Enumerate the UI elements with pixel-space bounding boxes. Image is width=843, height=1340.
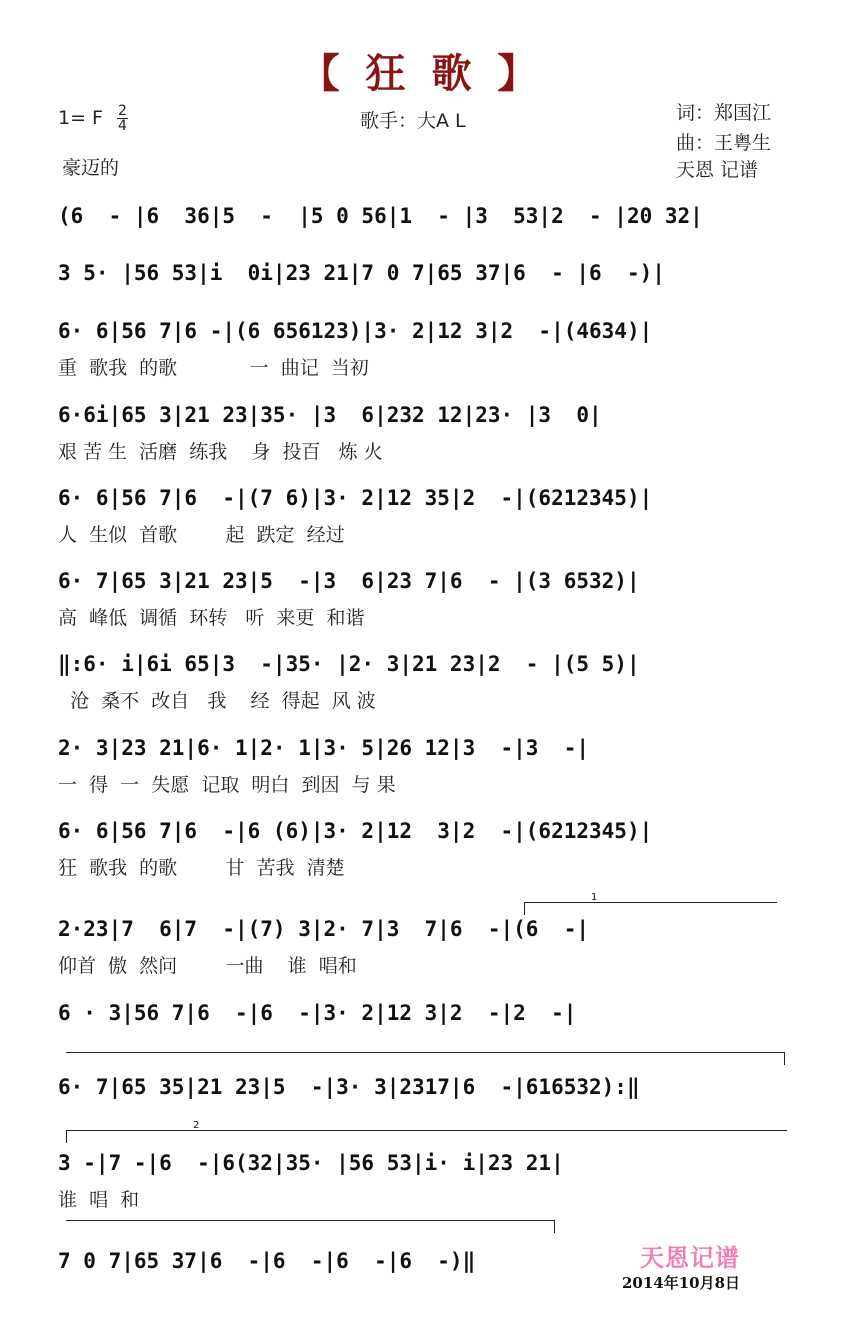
lyric-line: 高 峰低 调循 环转 听 来更 和谐: [58, 607, 365, 629]
lyric-line: 艰 苦 生 活磨 练我 身 投百 炼 火: [58, 441, 383, 463]
notation-line: 6· 6|56 7|6 -|(6 656123)|3· 2|12 3|2 -|(4634)|: [58, 319, 653, 343]
lyric-line: 仰首 傲 然问 一曲 谁 唱和: [58, 955, 357, 977]
notation-line: 3 -|7 -|6 -|6(32|35· |56 53|i· i|23 21|: [58, 1151, 564, 1175]
first-ending-bracket-continuation: [66, 1052, 785, 1065]
lyricist-credit: 词：郑国江: [676, 102, 772, 124]
lyric-line: 谁 唱 和: [58, 1189, 140, 1211]
notation-line: 6· 6|56 7|6 -|(7 6)|3· 2|12 35|2 -|(6212345)|: [58, 486, 653, 510]
notation-line: 6· 7|65 35|21 23|5 -|3· 3|2317|6 -|616532):‖: [58, 1075, 640, 1099]
notation-line: (6 - |6 36|5 - |5 0 56|1 - |3 53|2 - |20 32|: [58, 204, 703, 228]
lyric-line: 重 歌我 的歌 一 曲记 当初: [58, 357, 369, 379]
notation-line: 6 · 3|56 7|6 -|6 -|3· 2|12 3|2 -|2 -|: [58, 1001, 577, 1025]
notation-line: 6· 6|56 7|6 -|6 (6)|3· 2|12 3|2 -|(6212345)|: [58, 819, 653, 843]
lyric-line: 沧 桑不 改自 我 经 得起 风 波: [58, 690, 376, 712]
time-signature-top: 2: [118, 103, 127, 119]
second-ending-bracket: [66, 1120, 787, 1143]
song-title: 【 狂 歌 】: [299, 51, 544, 97]
lyric-line: 狂 歌我 的歌 甘 苦我 清楚: [58, 857, 345, 879]
first-ending-bracket: [524, 892, 777, 915]
second-ending-number: 2: [193, 1120, 200, 1131]
key-signature: [58, 104, 128, 133]
notation-line: 6· 7|65 3|21 23|5 -|3 6|23 7|6 - |(3 6532)|: [58, 569, 640, 593]
time-signature: [117, 104, 128, 133]
tempo-marking: 豪迈的: [62, 157, 120, 179]
lyric-line: 一 得 一 失愿 记取 明白 到因 与 果: [58, 774, 396, 796]
transcription-date: 2014年10月8日: [622, 1274, 741, 1292]
first-ending-number: 1: [591, 892, 598, 903]
notation-line: 6·6i|65 3|21 23|35· |3 6|232 12|23· |3 0|: [58, 403, 602, 427]
notation-line: 2·23|7 6|7 -|(7) 3|2· 7|3 7|6 -|(6 -|: [58, 917, 590, 941]
singer-credit: 歌手：大A L: [360, 110, 466, 132]
second-ending-bracket-continuation: [66, 1220, 555, 1233]
transcriber-credit: 天恩 记谱: [676, 159, 759, 181]
notation-line: 2· 3|23 21|6· 1|2· 1|3· 5|26 12|3 -|3 -|: [58, 736, 590, 760]
transcriber-stamp: 天恩记谱: [640, 1243, 740, 1272]
notation-line: 3 5· |56 53|i 0i|23 21|7 0 7|65 37|6 - |6 -)|: [58, 261, 665, 285]
composer-credit: 曲：王粤生: [676, 132, 772, 154]
key-text: 1= F: [58, 107, 103, 129]
lyric-line: 人 生似 首歌 起 跌定 经过: [58, 524, 345, 546]
time-signature-bottom: 4: [118, 118, 127, 134]
notation-line: ‖:6· i|6i 65|3 -|35· |2· 3|21 23|2 - |(5 5)|: [58, 652, 640, 676]
notation-line: 7 0 7|65 37|6 -|6 -|6 -|6 -)‖: [58, 1249, 476, 1273]
